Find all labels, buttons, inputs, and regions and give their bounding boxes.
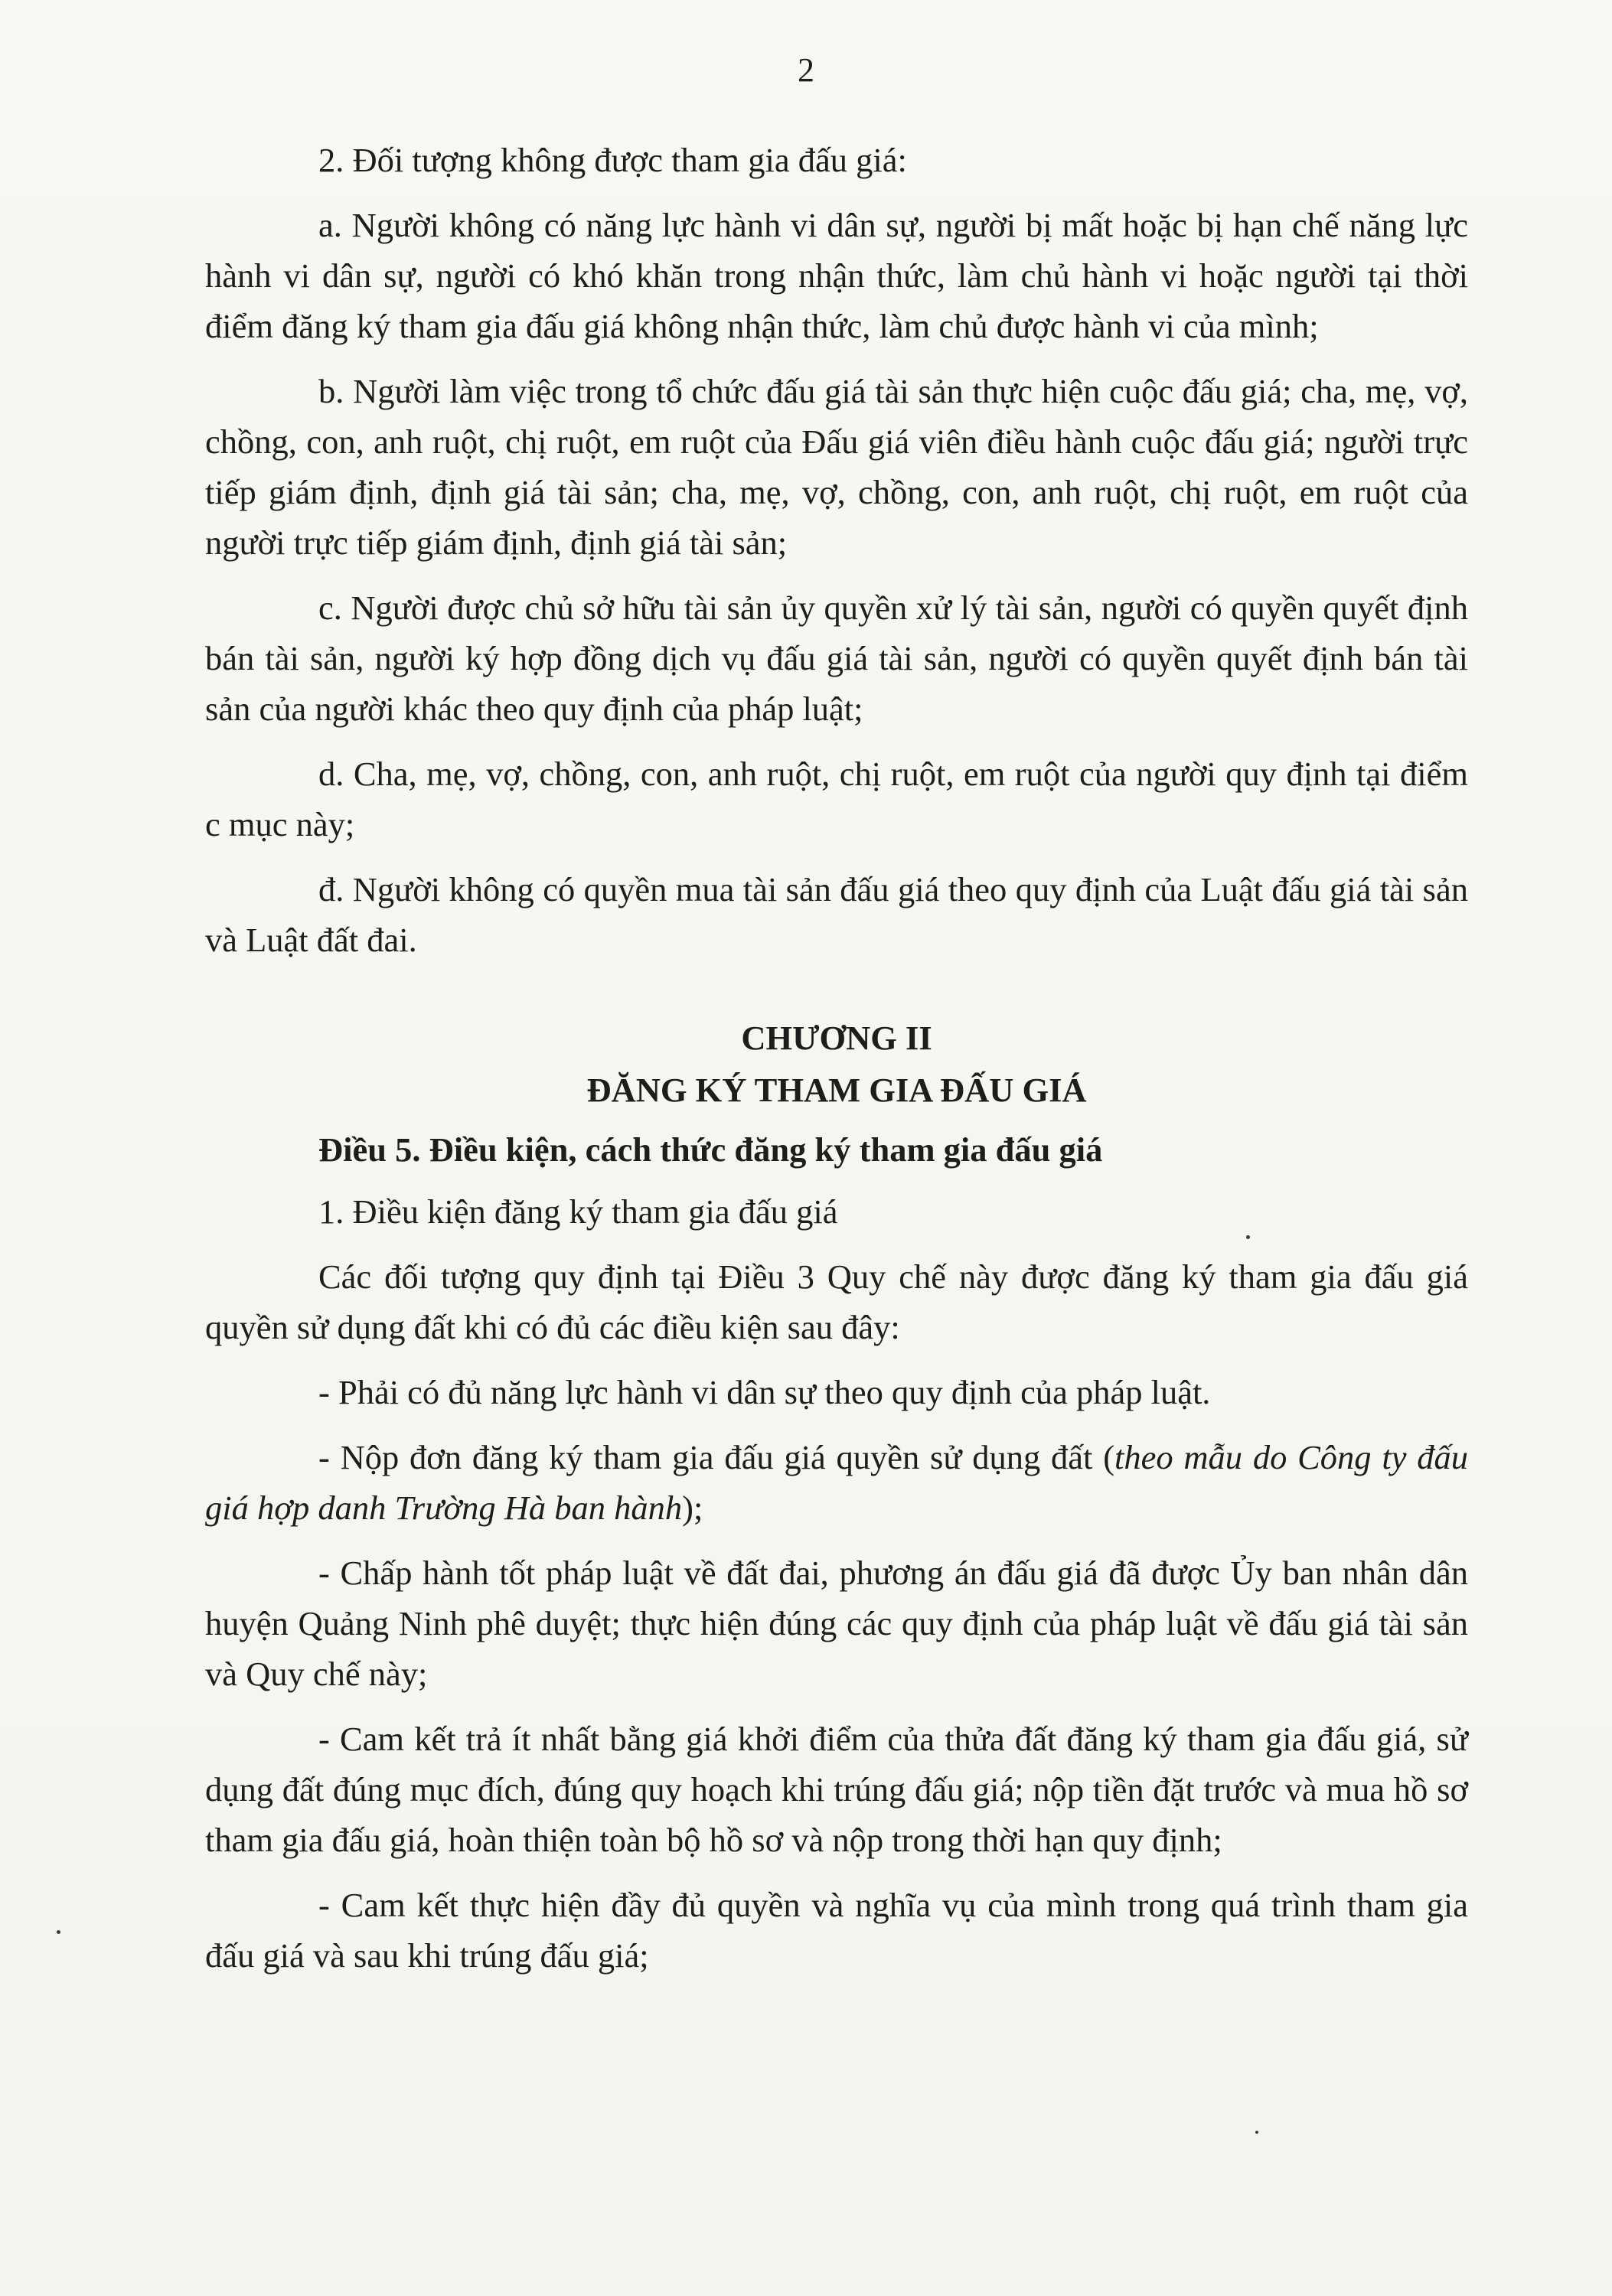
page-number: 2 [798,51,814,89]
condition-2-italic: theo mẫu do Công ty đấu giá hợp danh Trường Hà ban hành [205,1438,1468,1527]
scan-speck [1246,1235,1250,1239]
scan-speck [1255,2131,1258,2134]
article-5-title: Điều 5. Điều kiện, cách thức đăng ký tham gia đấu giá [318,1130,1103,1169]
section-2-item-b: b. Người làm việc trong tổ chức đấu giá tài sản thực hiện cuộc đấu giá; cha, mẹ, vợ, chồng, con, anh ruột, chị ruột, em ruột của Đấu giá viên điều hành cuộc đấu giá; người trực tiếp giám định, định giá tài sản; cha, mẹ, vợ, chồng, con, anh ruột, chị ruột, em ruột của người trực tiếp giám định, định giá tài sản; [205,372,1468,562]
document-body [205,135,1468,1981]
section-2-item-c: c. Người được chủ sở hữu tài sản ủy quyền xử lý tài sản, người có quyền quyết định bán tài sản, người ký hợp đồng dịch vụ đấu giá tài sản, người có quyền quyết định bán tài sản của người khác theo quy định của pháp luật; [205,589,1468,728]
condition-3: - Chấp hành tốt pháp luật về đất đai, phương án đấu giá đã được Ủy ban nhân dân huyện Quảng Ninh phê duyệt; thực hiện đúng các quy định của pháp luật về đấu giá tài sản và Quy chế này; [205,1554,1468,1693]
condition-2-prefix: - Nộp đơn đăng ký tham gia đấu giá quyền sử dụng đất ( [318,1438,1115,1476]
section-2-item-a: a. Người không có năng lực hành vi dân sự, người bị mất hoặc bị hạn chế năng lực hành vi dân sự, người có khó khăn trong nhận thức, làm chủ hành vi hoặc người tại thời điểm đăng ký tham gia đấu giá không nhận thức, làm chủ được hành vi của mình; [205,206,1468,345]
condition-4: - Cam kết trả ít nhất bằng giá khởi điểm của thửa đất đăng ký tham gia đấu giá, sử dụng đất đúng mục đích, đúng quy hoạch khi trúng đấu giá; nộp tiền đặt trước và mua hồ sơ tham gia đấu giá, hoàn thiện toàn bộ hồ sơ và nộp trong thời hạn quy định; [205,1720,1468,1859]
condition-1: - Phải có đủ năng lực hành vi dân sự theo quy định của pháp luật. [318,1373,1211,1411]
chapter-heading [205,1013,1468,1115]
clause-1-intro: Các đối tượng quy định tại Điều 3 Quy chế này được đăng ký tham gia đấu giá quyền sử dụng đất khi có đủ các điều kiện sau đây: [205,1257,1468,1346]
scan-speck [57,1930,60,1934]
condition-2-suffix: ); [682,1489,703,1527]
section-2-heading: 2. Đối tượng không được tham gia đấu giá: [318,141,907,179]
section-2-item-d: d. Cha, mẹ, vợ, chồng, con, anh ruột, chị ruột, em ruột của người quy định tại điểm c mục này; [205,755,1468,843]
clause-1-heading: 1. Điều kiện đăng ký tham gia đấu giá [318,1192,838,1231]
section-2-item-dd: đ. Người không có quyền mua tài sản đấu giá theo quy định của Luật đấu giá tài sản và Luật đất đai. [205,870,1468,959]
condition-2 [205,1432,1468,1533]
chapter-number: CHƯƠNG II [741,1019,932,1057]
condition-5: - Cam kết thực hiện đầy đủ quyền và nghĩa vụ của mình trong quá trình tham gia đấu giá và sau khi trúng đấu giá; [205,1886,1468,1975]
chapter-title: ĐĂNG KÝ THAM GIA ĐẤU GIÁ [586,1071,1087,1109]
